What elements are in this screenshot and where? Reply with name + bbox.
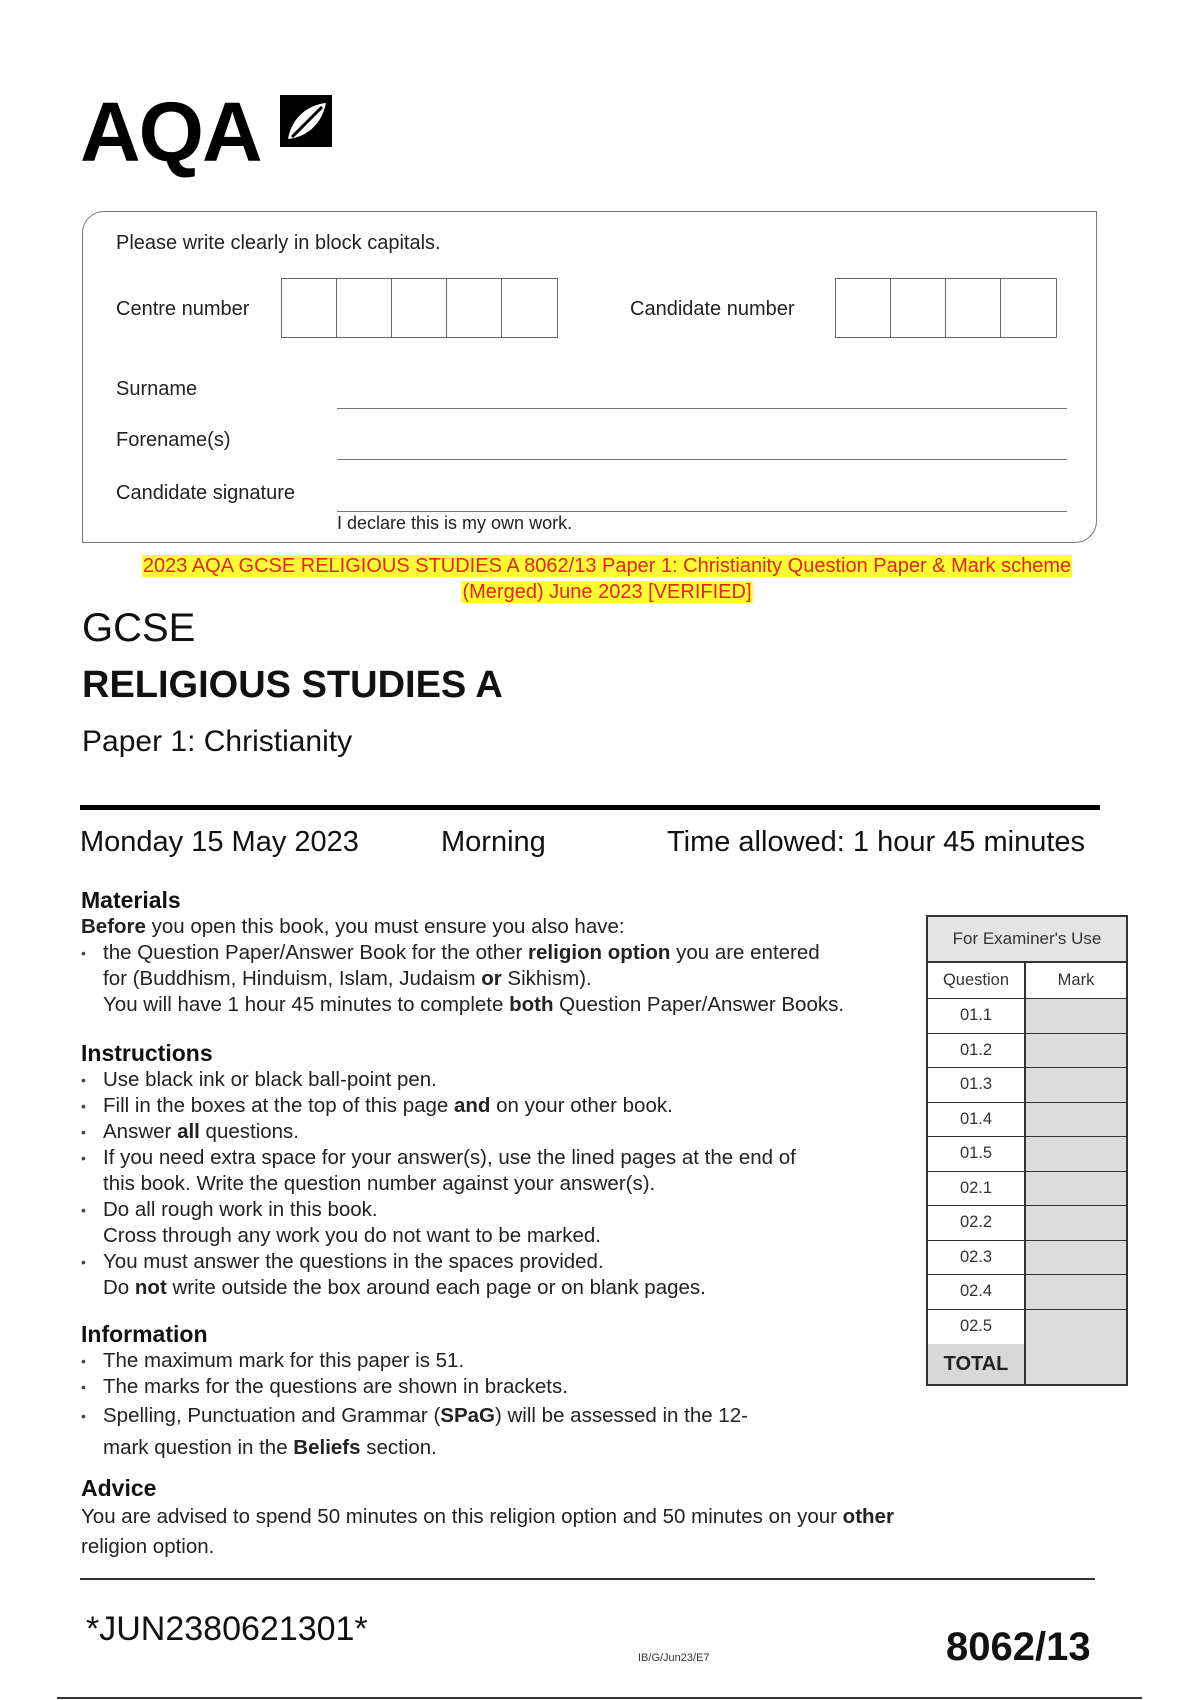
candidate-digit-box[interactable] — [891, 279, 946, 337]
question-number-cell: 01.4 — [928, 1103, 1026, 1137]
logo-text: AQA — [80, 85, 261, 179]
question-number-cell: 01.2 — [928, 1034, 1026, 1068]
materials-intro: Before you open this book, you must ensure you also have: — [81, 915, 625, 938]
reference-code: IB/G/Jun23/E7 — [638, 1652, 710, 1664]
information-item: • The maximum mark for this paper is 51. — [81, 1348, 911, 1374]
signature-label: Candidate signature — [116, 482, 296, 504]
aqa-logo — [80, 85, 261, 179]
information-heading: Information — [81, 1321, 208, 1347]
materials-section — [81, 887, 911, 1018]
examiners-use-title: For Examiner's Use — [928, 917, 1126, 963]
exam-session: Morning — [441, 826, 546, 858]
instruction-item: • Do all rough work in this book. Cross through any work you do not want to be marked. — [81, 1197, 911, 1249]
candidate-digit-box[interactable] — [1001, 279, 1056, 337]
question-number-cell: 01.5 — [928, 1137, 1026, 1171]
page-bottom-rule — [57, 1697, 1142, 1699]
footer-rule — [80, 1578, 1095, 1580]
centre-digit-box[interactable] — [447, 279, 502, 337]
forenames-label: Forename(s) — [116, 429, 231, 451]
examiner-question-row — [928, 1137, 1126, 1172]
advice-heading: Advice — [81, 1475, 157, 1501]
paper-heading: Paper 1: Christianity — [82, 725, 353, 758]
examiner-question-row — [928, 1310, 1126, 1345]
question-number-cell: 02.4 — [928, 1275, 1026, 1309]
mark-cell — [1026, 1172, 1126, 1206]
instruction-item: • If you need extra space for your answer(s), use the lined pages at the end of this book. Write the question number against your answer(s). — [81, 1145, 911, 1197]
advice-section — [81, 1475, 981, 1562]
paper-code: 8062/13 — [946, 1625, 1091, 1669]
surname-label: Surname — [116, 378, 198, 400]
barcode-text: *JUN2380621301* — [86, 1610, 368, 1648]
instruction-item: • Use black ink or black ball-point pen. — [81, 1067, 911, 1093]
highlight-line-2: (Merged) June 2023 [VERIFIED] — [462, 581, 752, 603]
question-number-cell: 01.1 — [928, 999, 1026, 1033]
surname-line[interactable] — [337, 408, 1067, 409]
centre-number-boxes[interactable] — [281, 278, 558, 338]
block-capitals-instruction: Please write clearly in block capitals. — [116, 232, 441, 254]
instructions-heading: Instructions — [81, 1040, 213, 1066]
exam-date: Monday 15 May 2023 — [80, 826, 359, 858]
centre-digit-box[interactable] — [392, 279, 447, 337]
examiner-question-row — [928, 1034, 1126, 1069]
mark-column-header: Mark — [1026, 963, 1126, 998]
candidate-digit-box[interactable] — [836, 279, 891, 337]
subject-heading: RELIGIOUS STUDIES A — [82, 664, 503, 706]
qualification-heading: GCSE — [82, 606, 196, 650]
total-row — [928, 1344, 1126, 1384]
examiner-question-row — [928, 999, 1126, 1034]
forenames-line[interactable] — [337, 459, 1067, 460]
centre-digit-box[interactable] — [282, 279, 337, 337]
instruction-item: • You must answer the questions in the spaces provided. Do not write outside the box around each page or on blank pages. — [81, 1249, 911, 1301]
mark-cell — [1026, 1103, 1126, 1137]
examiner-question-row — [928, 1206, 1126, 1241]
instructions-section — [81, 1040, 911, 1301]
examiner-question-row — [928, 1103, 1126, 1138]
information-item: • The marks for the questions are shown in brackets. — [81, 1374, 911, 1400]
examiner-column-headers — [928, 963, 1126, 999]
advice-text: You are advised to spend 50 minutes on this religion option and 50 minutes on your other religion option. — [81, 1505, 894, 1558]
materials-heading: Materials — [81, 887, 181, 913]
instruction-item: • Fill in the boxes at the top of this page and on your other book. — [81, 1093, 911, 1119]
centre-number-label: Centre number — [116, 298, 250, 320]
mark-cell — [1026, 1310, 1126, 1345]
question-number-cell: 02.3 — [928, 1241, 1026, 1275]
examiner-question-row — [928, 1068, 1126, 1103]
question-column-header: Question — [928, 963, 1026, 998]
heading-rule — [80, 805, 1100, 810]
examiners-use-table — [926, 915, 1128, 1386]
question-number-cell: 02.1 — [928, 1172, 1026, 1206]
candidate-number-label: Candidate number — [630, 298, 795, 320]
time-allowed: Time allowed: 1 hour 45 minutes — [667, 826, 1086, 858]
candidate-digit-box[interactable] — [946, 279, 1001, 337]
centre-digit-box[interactable] — [337, 279, 392, 337]
mark-cell — [1026, 1137, 1126, 1171]
examiner-question-row — [928, 1241, 1126, 1276]
question-number-cell: 02.5 — [928, 1310, 1026, 1345]
question-number-cell: 01.3 — [928, 1068, 1026, 1102]
paper-title-highlight — [82, 553, 1132, 605]
mark-cell — [1026, 999, 1126, 1033]
total-label: TOTAL — [928, 1344, 1026, 1384]
declaration-text: I declare this is my own work. — [337, 513, 573, 533]
question-number-cell: 02.2 — [928, 1206, 1026, 1240]
information-section — [81, 1321, 911, 1464]
instruction-item: • Answer all questions. — [81, 1119, 911, 1145]
mark-cell — [1026, 1068, 1126, 1102]
examiner-question-row — [928, 1275, 1126, 1310]
candidate-number-boxes[interactable] — [835, 278, 1057, 338]
centre-digit-box[interactable] — [502, 279, 557, 337]
logo-leaf-icon — [278, 93, 334, 149]
mark-cell — [1026, 1241, 1126, 1275]
total-mark-cell — [1026, 1344, 1126, 1384]
examiner-question-row — [928, 1172, 1126, 1207]
information-item: • Spelling, Punctuation and Grammar (SPaG) will be assessed in the 12- mark question in the Beliefs section. — [81, 1400, 911, 1464]
materials-bullet: • the Question Paper/Answer Book for the other religion option you are entered for (Buddhism, Hinduism, Islam, Judaism or Sikhism). You will have 1 hour 45 minutes to complete both Question Paper/Answer Books. — [81, 940, 911, 1018]
signature-line[interactable] — [337, 511, 1067, 512]
candidate-details-box — [82, 211, 1097, 543]
mark-cell — [1026, 1034, 1126, 1068]
mark-cell — [1026, 1275, 1126, 1309]
highlight-line-1: 2023 AQA GCSE RELIGIOUS STUDIES A 8062/13 Paper 1: Christianity Question Paper & Mark scheme — [142, 555, 1072, 577]
mark-cell — [1026, 1206, 1126, 1240]
